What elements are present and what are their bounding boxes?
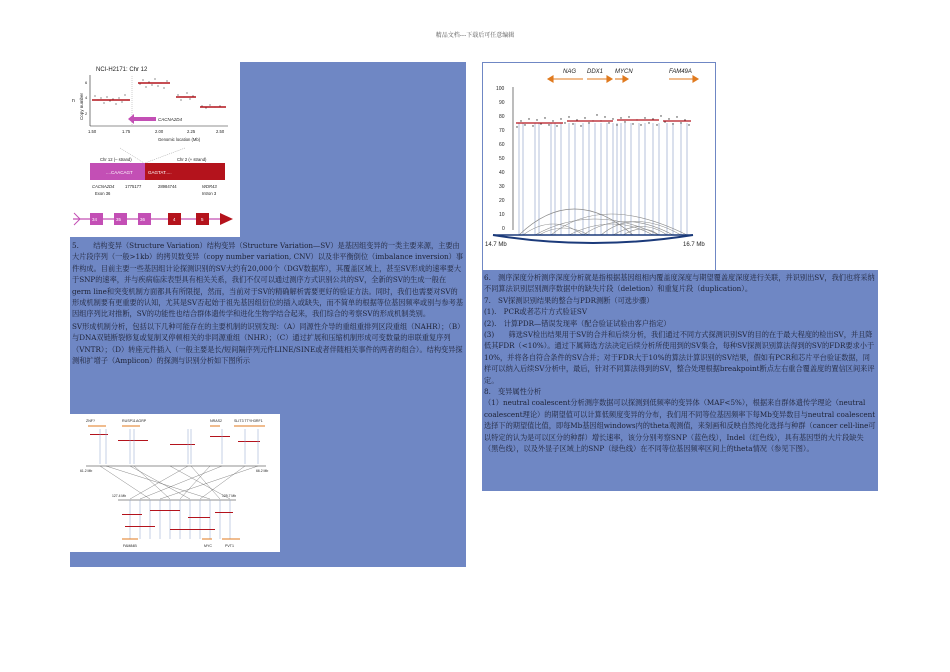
mycn-gene-3: FAM49A [669,69,692,75]
list-item-pcr: (1). PCR或者芯片方式验证SV [484,307,588,317]
mycn-ytick-40: 40 [499,170,505,176]
mycn-ytick-0: 0 [502,226,505,232]
paragraph-integration-heading: 7. SV探测识别结果的整合与PDR测断（可选步骤） [484,295,654,305]
fusion-right-strand: Chr 2 (+ strand) [177,157,207,162]
mycn-gene-0: NAG [563,69,577,75]
mycn-ytick-90: 90 [499,100,505,106]
fusion-right-pos: 28984744 [158,184,177,189]
complex-rearrangement-figure [70,414,280,552]
paragraph-depth-analysis: 6. 测序深度分析测序深度分析就是指根据基因组相内覆盖度深度与期望覆盖度深度进行关联，并识别出SV，我们也将采纳不同算法识别层别测序数据中的缺失片段（deletion）和重复片段（duplication）。 [484,273,875,294]
complex-bottom-gene-2: PVT1 [225,544,234,548]
mycn-ytick-30: 30 [499,184,505,190]
cnv-xtick-0: 1.50 [88,129,97,134]
fusion-left-seq: ....CAACAGT [106,170,133,175]
fusion-right-gene: WDR43 [202,184,217,189]
mycn-x-right: 16.7 Mb [683,242,705,248]
cnv-xtick-1: 1.75 [122,129,131,134]
exon-label-34: 34 [92,217,98,222]
list-item-filter: (3) 筛选SV检出结果用于SV的合并和后续分析，我们通过不同方式探测识别SV的目的在于最大程度的检出SV，并且降低其FDR（<10%）。通过下属筛选方法决定后续分析所使用到的SV集合，每种SV探测识别算法得到的SV的FDR要求小于10%，并将各自符合条件的SV合并；对于FDR大于10%的算法计算识别的SV结果，假如有PCR和芯片平台验证数据，同样可以纳入后续SV分析中，最后，针对不同算法得到的SV，整合处理根据breakpoint断点左右重合覆盖度的置信区间来评定。 [484,330,875,385]
complex-bottom-gene-1: MYC [204,544,212,548]
paragraph-neutral-coalescent: （1）neutral coalescent分析测序数据可以探测到低频率的变异体（MAF<5%），根据来自群体遗传学理论（neutral coalescent理论）的期望值可以计算低频度变异的分布，我们用不同等位基因频率下每Mb变异数目与neutral coalescent选择下的期望值比值，即每Mb基因组windows内的theta观测值，来刻画和反映自然纯化选择与种群（cancer cell-line可以特定的认为是可以区分的种群）增长速率，该分分别考察SNP（蓝色线），Indel（红色线），具有基因型的大片段缺失（黑色线），以及外显子区域上的SNP（绿色线）在不同等位基因频率区间上的theta情况（参见下图）。 [484,398,876,454]
complex-left-pos-top: 61.2 Mb [80,469,93,473]
complex-gene-4: SLIT3 TTYH3RF1 [234,419,263,423]
cnv-ytick-4: 4 [85,95,88,100]
right-text-block [484,272,876,455]
complex-gene-1: RUSP11 [122,419,136,423]
cnv-title: NCI-H2171: Chr 12 [96,67,148,73]
mycn-ytick-70: 70 [499,128,505,134]
paragraph-variant-heading: 8. 变异属性分析 [484,387,542,397]
cnv-xtick-4: 2.50 [216,129,225,134]
amplicon-baseline [493,235,693,243]
cnv-gene-label: CACNA2D4 [158,117,183,122]
mycn-gene-2: MYCN [615,69,633,75]
cnv-xtick-2: 2.00 [155,129,164,134]
paragraph-structure-variation: 5. 结构变异（Structure Variation）结构变异（Structure Variation—SV）是基因组变异的一类主要来源，主要由大片段序列（一般>1kb）的拷贝数变异（copy number variation, CNV）以及非平衡倒位（imbalance inversion）事件构成。目前主要一些基因组计论探测识别的SV大约有20,000个（DGV数据库），其覆盖区域上，甚至SV形成的速率要大于SNP的速率，并与疾病临床表型具有相关关系，我们不仅可以通过测序方式识别公共的SV，全新的SV的生成一般在germ line和突变机制方面都具有所限提，然而，当前对于SV的精确解析需要更好的验证方法。同时，我们也需要对SV的形成机制要有更重要的认知，尤其是SV否起始于祖先基因组衍位的插入或缺失，而不简单的根据等位基因频率或别与参考基因组序列比对推断，SV的功能性也结合群体遗传学和进化生物学结合起来，我们综合的考察SV的形成机制类别。 [72,241,464,319]
paragraph-sv-mechanism: SV形成机制分析，包括以下几种可能存在的主要机制的识别发现：（A）同源性介导的重组重排列区段重组（NAHR）；（B）与DNA双链断裂修复或复制叉停顿相关的非同源重组（NHR）；（C）通过扩展和压缩机制形成可变数量的串联重复序列（VNTR）；（D）转座元件插入（一般主要是长/短间隔序列元件LINE/SINE或者伴随相关事件的两者的组合）。结构变异探测和扩增子（Amplicon）的探测与识别分析如下图所示 [72,321,463,366]
cnv-fusion-figure [70,62,240,237]
mycn-gene-1: DDX1 [587,69,604,75]
exon-label-4: 4 [173,217,176,222]
cnv-xlabel: Genomic location (Mb) [158,137,201,142]
mycn-ytick-10: 10 [499,212,505,218]
cnv-ylabel: Copy number [79,92,84,120]
complex-bottom-gene-0: FAM84B [123,544,137,548]
complex-gene-0: ZNF? [86,419,95,423]
mycn-ytick-80: 80 [499,114,505,120]
exon-label-35: 35 [116,217,122,222]
mycn-ytick-50: 50 [499,156,505,162]
left-text-block [72,240,464,366]
complex-gene-3: NRAS2 [210,419,222,423]
complex-right-pos-top: 66.2 Mb [256,469,269,473]
exon-label-36: 36 [140,217,146,222]
cnv-ytick-6: 6 [85,80,88,85]
complex-gene-2: AGRP [136,419,147,423]
mycn-ytick-60: 60 [499,142,505,148]
gene-arrows [548,76,698,82]
cnv-ylabel-short: n [72,98,75,104]
cnv-xtick-3: 2.25 [187,129,196,134]
fusion-left-pos: 1775177 [125,184,142,189]
list-item-fdr: (2). 计算PDR—错误发现率（配合验证试验由客户指定） [484,318,671,328]
mycn-amplicon-figure [482,62,716,272]
fusion-right-intron: Intron 3 [202,191,217,196]
mycn-ytick-20: 20 [499,198,505,204]
exon-label-5: 5 [201,217,204,222]
fusion-left-gene: CACNA2D4 [92,184,115,189]
mycn-ytick-100: 100 [496,86,505,92]
fusion-right-seq: GAGTAT..... [148,170,172,175]
complex-right-pos-mid: 129.7 Mb [222,494,237,498]
mycn-x-left: 14.7 Mb [485,242,507,248]
page-header: 精品文档---下载后可任意编辑 [435,32,515,39]
cnv-ytick-2: 2 [85,111,88,116]
fusion-left-strand: Chr 12 (– strand) [100,157,132,162]
complex-left-pos-mid: 127.4 Mb [112,494,127,498]
fusion-left-exon: Exon 36 [95,191,111,196]
